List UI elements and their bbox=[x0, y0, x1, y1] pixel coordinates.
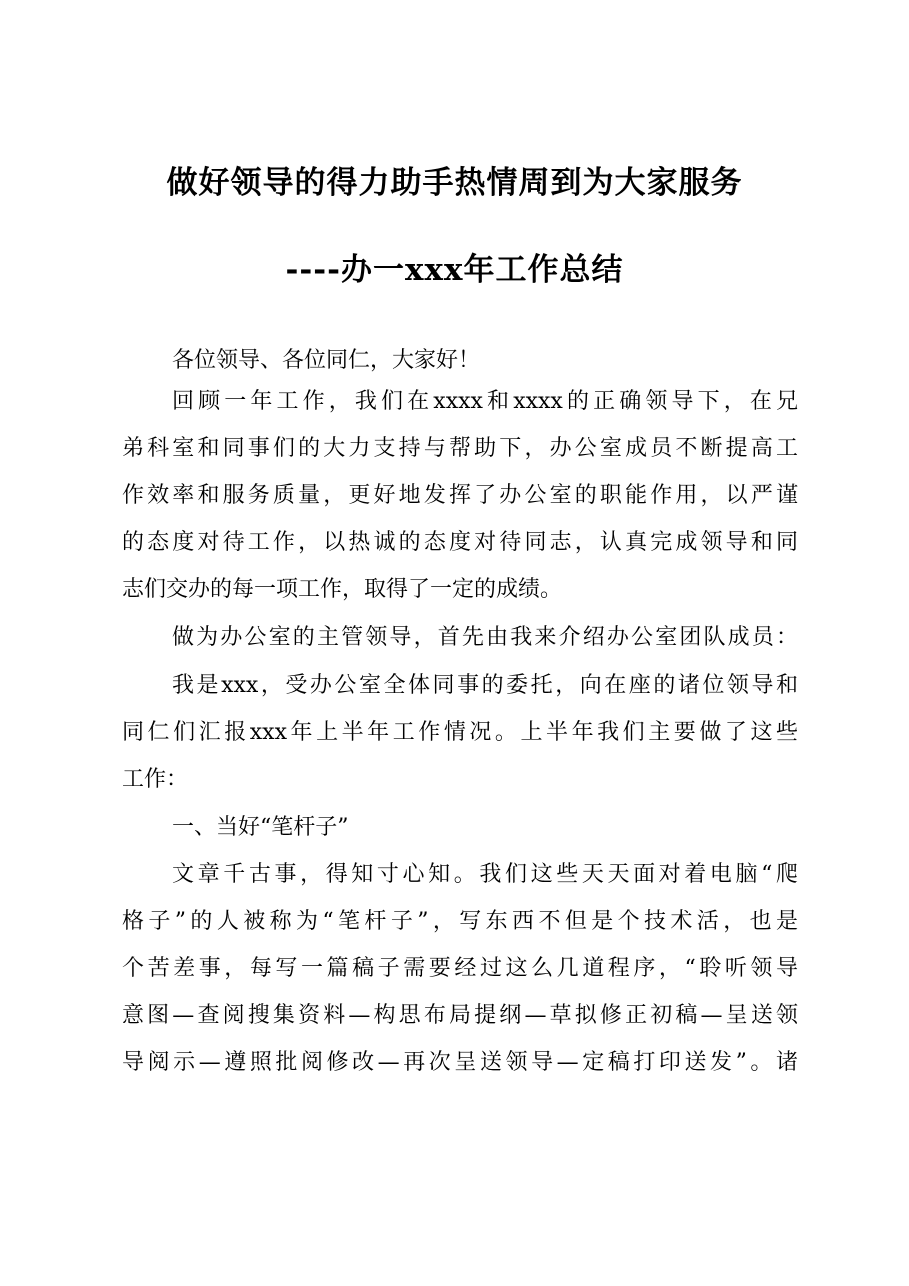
section-heading bbox=[122, 804, 798, 851]
paragraph-writing bbox=[122, 851, 798, 1086]
paragraph-line: 做为办公室的主管领导，首先由我来介绍办公室团队成员： bbox=[172, 625, 798, 650]
paragraph-line: 各位领导、各位同仁，大家好！ bbox=[172, 348, 481, 373]
document-subtitle: ----办一xxx年工作总结 bbox=[285, 252, 624, 288]
paragraph-line: 回顾一年工作，我们在xxxx和xxxx的正确领导下，在兄 bbox=[172, 389, 798, 414]
paragraph-intro bbox=[122, 614, 798, 661]
paragraph-line: 作效率和服务质量，更好地发挥了办公室的职能作用，以严谨 bbox=[122, 483, 798, 508]
paragraph-line: 导阅示—遵照批阅修改—再次呈送领导—定稿打印送发”。诸 bbox=[122, 1050, 798, 1075]
paragraph-line: 工作： bbox=[122, 767, 189, 792]
paragraph-review bbox=[122, 378, 798, 613]
heading-line: 一、当好“笔杆子” bbox=[172, 815, 349, 840]
paragraph-line: 的态度对待工作，以热诚的态度对待同志，认真完成领导和同 bbox=[122, 530, 798, 555]
paragraph-line: 个苦差事，每写一篇稿子需要经过这么几道程序，“聆听领导 bbox=[122, 956, 798, 981]
paragraph-line: 格子”的人被称为“笔杆子”，写东西不但是个技术活，也是 bbox=[122, 909, 798, 934]
document-title: 做好领导的得力助手热情周到为大家服务 bbox=[166, 165, 743, 201]
paragraph-line: 文章千古事，得知寸心知。我们这些天天面对着电脑“爬 bbox=[172, 862, 798, 887]
paragraph-line: 意图—查阅搜集资料—构思布局提纲—草拟修正初稿—呈送领 bbox=[122, 1003, 798, 1028]
paragraph-line: 弟科室和同事们的大力支持与帮助下，办公室成员不断提高工 bbox=[122, 436, 798, 461]
paragraph-line: 同仁们汇报xxx年上半年工作情况。上半年我们主要做了这些 bbox=[122, 720, 798, 745]
paragraph-greeting bbox=[122, 337, 798, 384]
paragraph-report bbox=[122, 662, 798, 803]
paragraph-line: 我是xxx，受办公室全体同事的委托，向在座的诸位领导和 bbox=[172, 673, 798, 698]
paragraph-line: 志们交办的每一项工作，取得了一定的成绩。 bbox=[122, 577, 563, 602]
